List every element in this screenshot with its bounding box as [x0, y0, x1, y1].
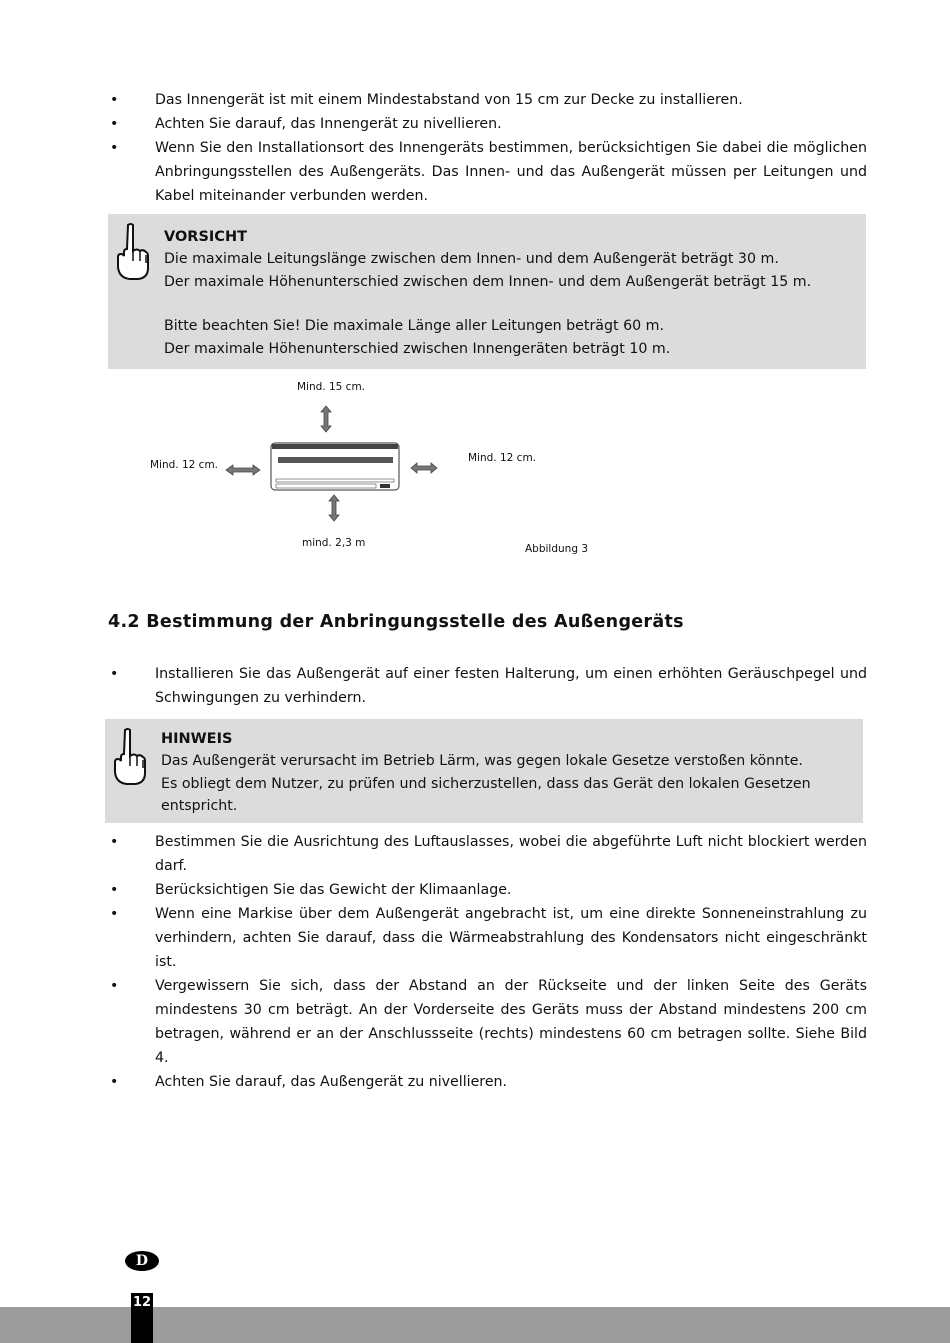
clearance-right-label: Mind. 12 cm. — [468, 452, 537, 464]
note-box — [105, 719, 863, 823]
caution-box — [108, 214, 866, 369]
list-item: • Installieren Sie das Außengerät auf einer festen Halterung, um einen erhöhten Geräuschpegel und Schwingungen zu verhindern. — [110, 666, 867, 706]
caution-title: VORSICHT — [164, 229, 247, 245]
page-number: 12 — [131, 1293, 153, 1343]
caution-line: Bitte beachten Sie! Die maximale Länge aller Leitungen beträgt 60 m. — [164, 318, 664, 334]
clearance-left-label: Mind. 12 cm. — [150, 459, 219, 471]
list-item-text: Achten Sie darauf, das Außengerät zu nivellieren. — [155, 1074, 508, 1090]
list-item: • Achten Sie darauf, das Innengerät zu nivellieren. — [110, 116, 502, 132]
list-item-text: Wenn eine Markise über dem Außengerät angebracht ist, um eine direkte Sonneneinstrahlung zu verhindern, achten Sie darauf, dass die Wärmeabstrahlung des Kondensators nicht eingeschränkt ist. — [155, 906, 867, 970]
language-badge: D — [125, 1251, 159, 1271]
list-item: • Bestimmen Sie die Ausrichtung des Luftauslasses, wobei die abgeführte Luft nicht blockiert werden darf. — [110, 834, 867, 874]
bullet-list-mid — [0, 662, 950, 710]
note-line: Das Außengerät verursacht im Betrieb Lärm, was gegen lokale Gesetze verstoßen könnte. — [161, 753, 803, 769]
bullet-list-top — [0, 88, 950, 208]
pointing-hand-icon — [114, 222, 150, 280]
list-item: • Wenn eine Markise über dem Außengerät angebracht ist, um eine direkte Sonneneinstrahlung zu verhindern, achten Sie darauf, dass die Wärmeabstrahlung des Kondensators nicht eingeschränkt ist. — [110, 906, 867, 970]
list-item-text: Berücksichtigen Sie das Gewicht der Klimaanlage. — [155, 882, 512, 898]
list-item-text: Achten Sie darauf, das Innengerät zu nivellieren. — [155, 116, 502, 132]
figure-caption: Abbildung 3 — [525, 543, 589, 555]
list-item: • Vergewissern Sie sich, dass der Abstand an der Rückseite und der linken Seite des Geräts mindestens 30 cm beträgt. An der Vorderseite des Geräts muss der Abstand mindestens 200 cm betragen, während er an der Anschlussseite (rechts) mindestens 60 cm betragen sollte. Siehe Bild 4. — [110, 978, 867, 1066]
bullet-list-bottom — [0, 830, 950, 1094]
list-item: • Wenn Sie den Installationsort des Innengeräts bestimmen, berücksichtigen Sie dabei die möglichen Anbringungsstellen des Außengeräts. Das Innen- und das Außengerät müssen per Leitungen und Kabel miteinander verbunden werden. — [110, 140, 867, 204]
list-item-text: Wenn Sie den Installationsort des Innengeräts bestimmen, berücksichtigen Sie dabei die möglichen Anbringungsstellen des Außengeräts. Das Innen- und das Außengerät müssen per Leitungen und Kabel miteinander verbunden werden. — [155, 140, 867, 204]
caution-line: Der maximale Höhenunterschied zwischen dem Innen- und dem Außengerät beträgt 15 m. — [164, 273, 812, 290]
caution-line: Die maximale Leitungslänge zwischen dem Innen- und dem Außengerät beträgt 30 m. — [164, 251, 779, 267]
pointing-hand-icon — [111, 727, 147, 785]
list-item: • Das Innengerät ist mit einem Mindestabstand von 15 cm zur Decke zu installieren. — [110, 92, 743, 108]
indoor-unit-diagram — [220, 400, 450, 530]
note-title: HINWEIS — [161, 731, 233, 747]
list-item-text: Installieren Sie das Außengerät auf einer festen Halterung, um einen erhöhten Geräuschpegel und Schwingungen zu verhindern. — [155, 666, 867, 706]
caution-line: Der maximale Höhenunterschied zwischen Innengeräten beträgt 10 m. — [164, 340, 671, 357]
note-line: entspricht. — [161, 798, 238, 814]
list-item: • Achten Sie darauf, das Außengerät zu nivellieren. — [110, 1074, 508, 1090]
list-item-text: Das Innengerät ist mit einem Mindestabstand von 15 cm zur Decke zu installieren. — [155, 92, 743, 108]
note-line: Es obliegt dem Nutzer, zu prüfen und sicherzustellen, dass das Gerät den lokalen Gesetzen — [161, 775, 811, 792]
section-heading: 4.2 Bestimmung der Anbringungsstelle des Außengeräts — [108, 612, 684, 632]
list-item: • Berücksichtigen Sie das Gewicht der Klimaanlage. — [110, 882, 512, 898]
clearance-top-label: Mind. 15 cm. — [297, 381, 366, 393]
list-item-text: Vergewissern Sie sich, dass der Abstand an der Rückseite und der linken Seite des Geräts mindestens 30 cm beträgt. An der Vorderseite des Geräts muss der Abstand mindestens 200 cm betragen, während er an der Anschlussseite (rechts) mindestens 60 cm betragen sollte. Siehe Bild 4. — [155, 978, 867, 1066]
clearance-bottom-label: mind. 2,3 m — [302, 537, 366, 549]
list-item-text: Bestimmen Sie die Ausrichtung des Luftauslasses, wobei die abgeführte Luft nicht blockiert werden darf. — [155, 834, 867, 874]
